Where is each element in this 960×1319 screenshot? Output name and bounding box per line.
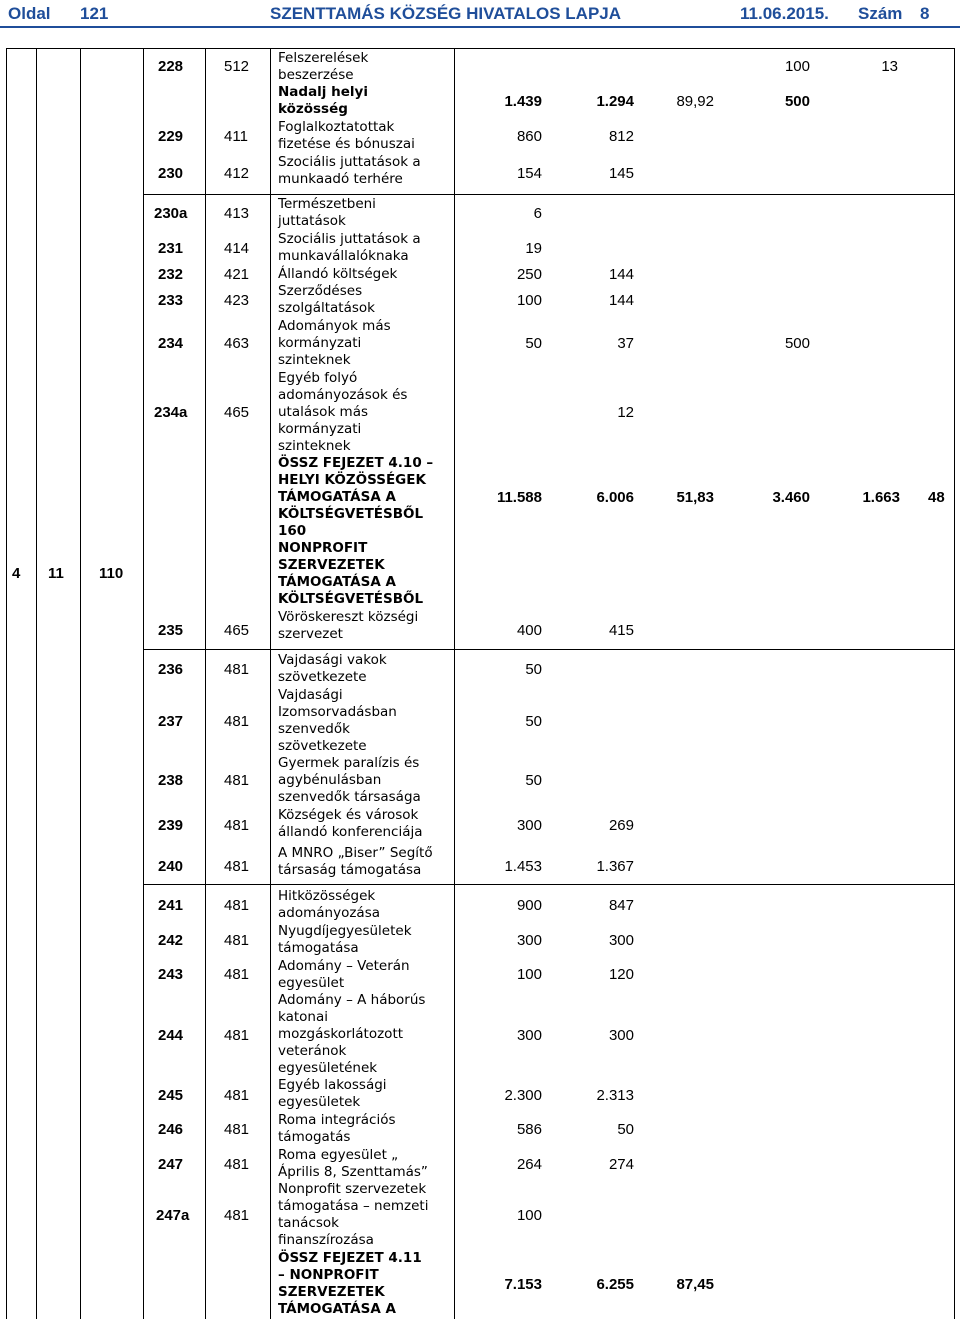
value-cell: 37 <box>617 335 634 352</box>
description-line: Vajdasági vakok <box>278 652 387 668</box>
account-code: 465 <box>224 622 250 639</box>
item-number: 245 <box>158 1087 184 1104</box>
value-cell: 300 <box>608 1027 634 1044</box>
description-line: egyesületek <box>278 1094 361 1110</box>
description-line: támogatása – nemzeti <box>278 1198 429 1214</box>
publication-title: SZENTTAMÁS KÖZSÉG HIVATALOS LAPJA <box>270 4 622 23</box>
description-line: társaság támogatása <box>278 862 422 878</box>
description-line: munkavállalóknaka <box>278 248 409 264</box>
description-line: szenvedők <box>278 721 350 737</box>
item-number: 237 <box>158 713 184 730</box>
value-cell: 900 <box>516 897 542 914</box>
heading-line: KÖLTSÉGVETÉSBŐL <box>278 591 424 607</box>
item-number: 234 <box>158 335 184 352</box>
description-line: tanácsok <box>278 1215 339 1231</box>
description-line: A MNRO „Biser” Segítő <box>278 845 433 861</box>
value-cell: 860 <box>516 128 542 145</box>
value-cell: 100 <box>516 292 542 309</box>
page-header <box>0 0 960 28</box>
description-line: Adomány – Veterán <box>278 958 410 974</box>
value-cell: 264 <box>516 1156 542 1173</box>
heading-line: SZERVEZETEK <box>278 557 385 573</box>
description-line: Vöröskereszt községi <box>278 609 419 625</box>
account-code: 481 <box>224 713 250 730</box>
item-number: 247 <box>158 1156 184 1173</box>
value-cell: 2.300 <box>504 1087 542 1104</box>
value-cell: 300 <box>516 817 542 834</box>
value-cell: 6.255 <box>596 1276 634 1293</box>
description-line: SZERVEZETEK <box>278 1284 385 1300</box>
account-code: 413 <box>224 205 250 222</box>
value-cell: 3.460 <box>772 489 810 506</box>
description-line: KÖLTSÉGVETÉSBŐL <box>278 506 424 522</box>
description-line: állandó konferenciája <box>278 824 423 840</box>
description-line: Április 8, Szenttamás” <box>278 1164 428 1180</box>
account-code: 421 <box>224 266 250 283</box>
value-cell: 274 <box>608 1156 634 1173</box>
value-cell: 300 <box>608 932 634 949</box>
account-code: 481 <box>224 1121 250 1138</box>
description-line: kormányzati <box>278 335 362 351</box>
description-line: fizetése és bónuszai <box>278 136 415 152</box>
description-line: munkaadó terhére <box>278 171 403 187</box>
value-cell: 100 <box>516 966 542 983</box>
description-line: Adomány – A háborús <box>278 992 426 1008</box>
description-line: szinteknek <box>278 352 351 368</box>
account-code: 481 <box>224 966 250 983</box>
description-line: Hitközösségek <box>278 888 376 904</box>
description-line: TÁMOGATÁSA A <box>278 1301 396 1317</box>
description-line: Izomsorvadásban <box>278 704 397 720</box>
item-number: 241 <box>158 897 184 914</box>
value-cell: 144 <box>608 292 634 309</box>
account-code: 481 <box>224 932 250 949</box>
description-line: Szociális juttatások a <box>278 231 421 247</box>
description-line: Foglalkoztatottak <box>278 119 395 135</box>
description-line: Egyéb lakossági <box>278 1077 387 1093</box>
section-code: 4 <box>12 565 21 582</box>
value-cell: 100 <box>784 58 810 75</box>
value-cell: 812 <box>608 128 634 145</box>
issue-label: Szám <box>858 4 903 23</box>
value-cell: 300 <box>516 932 542 949</box>
heading-line: TÁMOGATÁSA A <box>278 574 396 590</box>
description-line: Felszerelések <box>278 50 369 66</box>
description-line: ÖSSZ FEJEZET 4.10 – <box>278 455 434 471</box>
description-line: ÖSSZ FEJEZET 4.11 <box>278 1250 422 1266</box>
description-line: Gyermek paralízis és <box>278 755 420 771</box>
description-line: szervezet <box>278 626 343 642</box>
account-code: 512 <box>224 58 250 75</box>
value-cell: 847 <box>608 897 634 914</box>
value-cell: 19 <box>525 240 542 257</box>
description-line: juttatások <box>278 213 346 229</box>
description-line: egyesületének <box>278 1060 378 1076</box>
value-cell: 145 <box>608 165 634 182</box>
account-code: 423 <box>224 292 250 309</box>
item-number: 243 <box>158 966 184 983</box>
item-number: 235 <box>158 622 184 639</box>
description-line: szövetkezete <box>278 669 367 685</box>
description-line: támogatása <box>278 940 359 956</box>
item-number: 242 <box>158 932 184 949</box>
value-cell: 269 <box>608 817 634 834</box>
description-line: Vajdasági <box>278 687 343 703</box>
description-line: szolgáltatások <box>278 300 375 316</box>
function-code: 110 <box>99 565 124 582</box>
value-cell: 87,45 <box>676 1276 714 1293</box>
value-cell: 13 <box>881 58 898 75</box>
description-line: egyesület <box>278 975 345 991</box>
item-number: 246 <box>158 1121 184 1138</box>
item-number: 236 <box>158 661 184 678</box>
page-number: 121 <box>80 4 109 23</box>
value-cell: 586 <box>516 1121 542 1138</box>
description-line: adományozása <box>278 905 380 921</box>
description-line: utalások más <box>278 404 369 420</box>
subsection-code: 11 <box>48 565 64 582</box>
description-line: szinteknek <box>278 438 351 454</box>
description-line: adományozások és <box>278 387 408 403</box>
value-cell: 100 <box>516 1207 542 1224</box>
description-line: agybénulásban <box>278 772 382 788</box>
value-cell: 50 <box>525 335 542 352</box>
item-number: 238 <box>158 772 184 789</box>
description-line: Nyugdíjegyesületek <box>278 923 412 939</box>
description-line: beszerzése <box>278 67 354 83</box>
value-cell: 1.453 <box>504 858 542 875</box>
item-number: 239 <box>158 817 184 834</box>
value-cell: 48 <box>928 489 945 506</box>
description-line: Állandó költségek <box>278 266 398 282</box>
issue-number: 8 <box>920 4 930 23</box>
value-cell: 89,92 <box>676 93 714 110</box>
account-code: 481 <box>224 1027 250 1044</box>
item-number: 230a <box>154 205 188 222</box>
value-cell: 415 <box>608 622 634 639</box>
description-line: Nadalj helyi <box>278 84 368 100</box>
value-cell: 12 <box>617 404 634 421</box>
description-line: Egyéb folyó <box>278 370 358 386</box>
description-line: Roma egyesület „ <box>278 1147 399 1163</box>
account-code: 481 <box>224 897 250 914</box>
description-line: támogatás <box>278 1129 351 1145</box>
account-code: 465 <box>224 404 250 421</box>
account-code: 481 <box>224 661 250 678</box>
item-number: 230 <box>158 165 184 182</box>
description-line: Adományok más <box>278 318 391 334</box>
item-number: 229 <box>158 128 184 145</box>
description-line: veteránok <box>278 1043 347 1059</box>
description-line: Nonprofit szervezetek <box>278 1181 427 1197</box>
value-cell: 6 <box>533 205 542 222</box>
account-code: 481 <box>224 1207 250 1224</box>
value-cell: 7.153 <box>504 1276 542 1293</box>
value-cell: 50 <box>525 772 542 789</box>
account-code: 481 <box>224 772 250 789</box>
account-code: 411 <box>224 128 248 145</box>
value-cell: 50 <box>525 661 542 678</box>
description-line: mozgáskorlátozott <box>278 1026 404 1042</box>
value-cell: 1.294 <box>596 93 634 110</box>
value-cell: 1.367 <box>596 858 634 875</box>
description-line: Községek és városok <box>278 807 419 823</box>
value-cell: 51,83 <box>676 489 714 506</box>
account-code: 481 <box>224 1156 250 1173</box>
description-line: szenvedők társasága <box>278 789 421 805</box>
value-cell: 120 <box>608 966 634 983</box>
description-line: Természetbeni <box>278 196 376 212</box>
description-line: Szociális juttatások a <box>278 154 421 170</box>
account-code: 412 <box>224 165 250 182</box>
value-cell: 1.663 <box>862 489 900 506</box>
account-code: 481 <box>224 858 250 875</box>
description-line: Szerződéses <box>278 283 363 299</box>
account-code: 481 <box>224 817 250 834</box>
description-line: HELYI KÖZÖSSÉGEK <box>278 472 426 488</box>
description-line: TÁMOGATÁSA A <box>278 489 396 505</box>
value-cell: 2.313 <box>596 1087 634 1104</box>
value-cell: 154 <box>516 165 542 182</box>
page-label: Oldal <box>8 4 51 23</box>
value-cell: 400 <box>516 622 542 639</box>
item-number: 233 <box>158 292 184 309</box>
account-code: 463 <box>224 335 250 352</box>
value-cell: 500 <box>784 335 810 352</box>
description-line: kormányzati <box>278 421 362 437</box>
description-line: közösség <box>278 101 348 117</box>
publication-date: 11.06.2015. <box>740 4 829 23</box>
value-cell: 1.439 <box>504 93 542 110</box>
value-cell: 500 <box>784 93 810 110</box>
heading-line: NONPROFIT <box>278 540 368 556</box>
item-number: 240 <box>158 858 184 875</box>
account-code: 414 <box>224 240 250 257</box>
value-cell: 50 <box>617 1121 634 1138</box>
item-number: 232 <box>158 266 184 283</box>
item-number: 244 <box>158 1027 184 1044</box>
value-cell: 50 <box>525 713 542 730</box>
value-cell: 144 <box>608 266 634 283</box>
item-number: 247a <box>156 1207 190 1224</box>
heading-line: 160 <box>278 523 307 539</box>
description-line: Roma integrációs <box>278 1112 396 1128</box>
item-number: 231 <box>158 240 184 257</box>
value-cell: 250 <box>516 266 542 283</box>
account-code: 481 <box>224 1087 250 1104</box>
description-line: finanszírozása <box>278 1232 374 1248</box>
description-line: – NONPROFIT <box>278 1267 379 1283</box>
value-cell: 300 <box>516 1027 542 1044</box>
item-number: 234a <box>154 404 188 421</box>
value-cell: 6.006 <box>596 489 634 506</box>
value-cell: 11.588 <box>496 489 542 506</box>
description-line: szövetkezete <box>278 738 367 754</box>
item-number: 228 <box>158 58 184 75</box>
description-line: katonai <box>278 1009 328 1025</box>
